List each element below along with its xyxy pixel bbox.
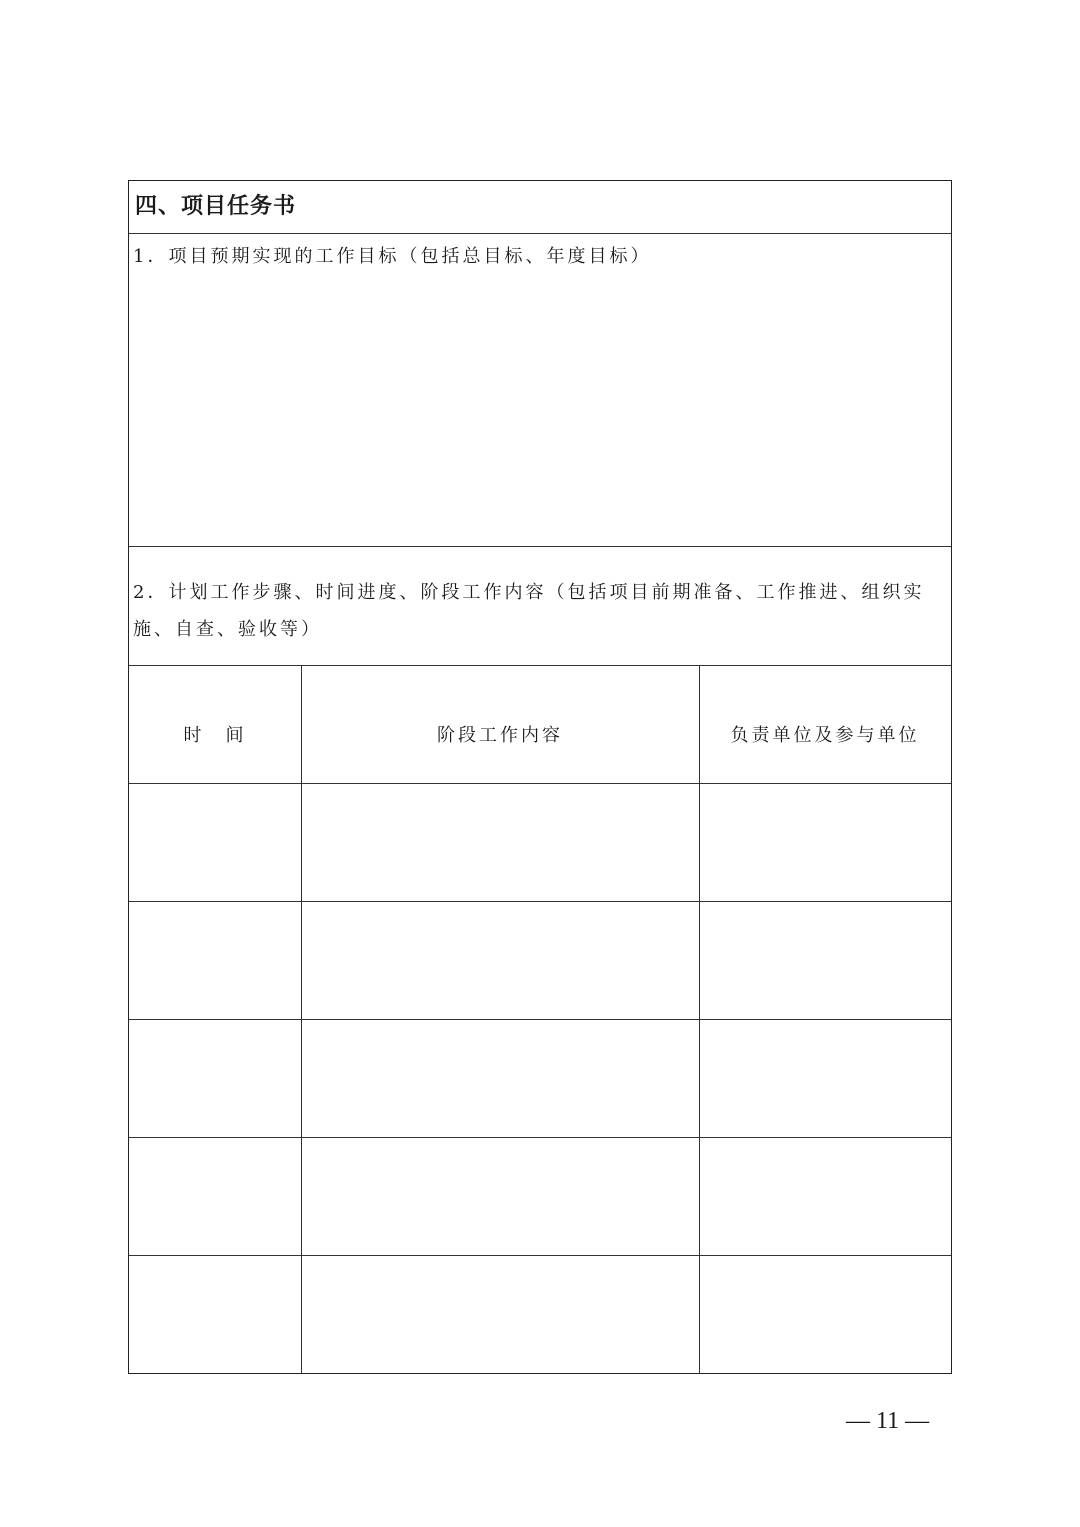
- page-number: — 11 —: [846, 1408, 930, 1434]
- table-cell-time[interactable]: [129, 1020, 301, 1137]
- header-responsible-units: 负责单位及参与单位: [730, 725, 920, 746]
- table-cell-time[interactable]: [129, 902, 301, 1019]
- table-cell-time[interactable]: [129, 1138, 301, 1255]
- item1-label: 1．项目预期实现的工作目标（包括总目标、年度目标）: [133, 246, 652, 267]
- table-cell-stage-content[interactable]: [302, 902, 699, 1019]
- section-title: 四、项目任务书: [135, 194, 297, 219]
- divider: [129, 546, 951, 547]
- table-cell-stage-content[interactable]: [302, 1138, 699, 1255]
- table-cell-responsible-units[interactable]: [700, 1256, 951, 1372]
- table-cell-time[interactable]: [129, 784, 301, 901]
- table-cell-responsible-units[interactable]: [700, 1138, 951, 1255]
- table-cell-responsible-units[interactable]: [700, 902, 951, 1019]
- table-cell-time[interactable]: [129, 1256, 301, 1372]
- item2-label-line1: 2．计划工作步骤、时间进度、阶段工作内容（包括项目前期准备、工作推进、组织实: [133, 582, 925, 603]
- item2-label-line2: 施、自查、验收等）: [133, 619, 322, 640]
- header-time: 时 间: [183, 725, 247, 746]
- table-cell-responsible-units[interactable]: [700, 784, 951, 901]
- header-stage-content: 阶段工作内容: [437, 725, 563, 746]
- table-cell-stage-content[interactable]: [302, 784, 699, 901]
- table-top-border: [129, 665, 951, 666]
- table-cell-stage-content[interactable]: [302, 1256, 699, 1372]
- project-task-form: [128, 180, 952, 1374]
- item1-answer-area[interactable]: [129, 234, 951, 546]
- table-cell-responsible-units[interactable]: [700, 1020, 951, 1137]
- table-cell-stage-content[interactable]: [302, 1020, 699, 1137]
